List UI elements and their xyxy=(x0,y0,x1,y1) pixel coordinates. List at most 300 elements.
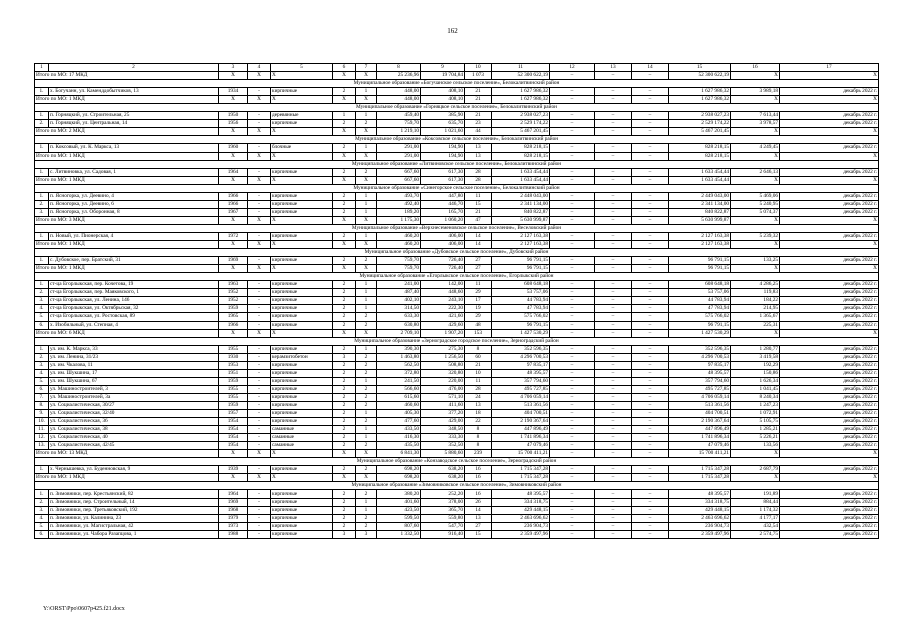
data-cell: 320,80 xyxy=(421,369,465,377)
data-cell: - xyxy=(248,522,271,530)
data-cell: 411,60 xyxy=(421,401,465,409)
data-cell: 492,40 xyxy=(377,200,421,208)
column-number-row xyxy=(35,64,879,72)
total-cell: – xyxy=(550,96,595,104)
data-cell: – xyxy=(550,442,595,450)
data-cell: 406,00 xyxy=(421,232,465,240)
data-cell: – xyxy=(550,490,595,498)
data-cell: 2 xyxy=(333,434,356,442)
housing-register-table xyxy=(34,63,879,539)
data-cell: – xyxy=(550,289,595,297)
total-cell: X xyxy=(219,216,248,224)
data-cell: декабрь 2022 г. xyxy=(780,410,879,418)
data-cell: 6. xyxy=(35,321,49,329)
data-cell: 2 xyxy=(356,385,377,393)
data-cell: 21 xyxy=(465,208,492,216)
data-cell: 2 xyxy=(333,385,356,393)
data-cell: – xyxy=(632,361,669,369)
data-cell: 1 285,21 xyxy=(731,426,780,434)
column-number-cell: 9 xyxy=(421,64,465,72)
table-row xyxy=(35,305,879,313)
data-cell: 446,70 xyxy=(421,200,465,208)
data-cell: - xyxy=(248,208,271,216)
data-cell: - xyxy=(248,434,271,442)
data-cell: декабрь 2022 г. xyxy=(780,144,879,152)
data-cell: 6. xyxy=(35,385,49,393)
data-cell: 2 529 174,22 xyxy=(669,120,731,128)
data-cell: – xyxy=(550,514,595,522)
data-cell: – xyxy=(550,313,595,321)
data-cell: кирпичные xyxy=(271,345,333,353)
data-cell: 513 361,56 xyxy=(492,401,550,409)
data-cell: 433,50 xyxy=(377,426,421,434)
total-cell: – xyxy=(632,72,669,80)
table-row xyxy=(35,426,879,434)
data-cell: кирпичные xyxy=(271,232,333,240)
data-cell: 5 074,37 xyxy=(731,208,780,216)
data-cell: 1. xyxy=(35,168,49,176)
data-cell: декабрь 2022 г. xyxy=(780,232,879,240)
data-cell: 14 xyxy=(465,232,492,240)
data-cell: 225,31 xyxy=(731,321,780,329)
total-cell: X xyxy=(271,216,333,224)
data-cell: – xyxy=(595,361,632,369)
data-cell: - xyxy=(248,514,271,522)
column-number-cell: 12 xyxy=(550,64,595,72)
total-cell: X xyxy=(780,450,879,458)
data-cell: 2 xyxy=(356,168,377,176)
column-number-cell: 11 xyxy=(492,64,550,72)
data-cell: – xyxy=(632,321,669,329)
address-cell: х. Чернышевка, ул. Буденновская, 9 xyxy=(49,466,219,474)
table-row xyxy=(35,144,879,152)
table-row xyxy=(35,257,879,265)
data-cell: – xyxy=(632,353,669,361)
total-cell: 1 175,30 xyxy=(377,216,421,224)
data-cell: 559,80 xyxy=(421,514,465,522)
data-cell: 1964 xyxy=(219,168,248,176)
data-cell: 4 296 700,53 xyxy=(492,353,550,361)
data-cell: 1966 xyxy=(219,200,248,208)
data-cell: 726,40 xyxy=(421,257,465,265)
total-cell: 1 715 347,28 xyxy=(492,474,550,482)
total-label: Итого по МО: 17 МКД xyxy=(35,72,219,80)
total-cell: X xyxy=(780,216,879,224)
data-cell: 1964 xyxy=(219,490,248,498)
data-cell: 6. xyxy=(35,530,49,538)
data-cell: 1 741 896,34 xyxy=(669,434,731,442)
total-cell: 19 704,84 xyxy=(421,72,465,80)
data-cell: саманные xyxy=(271,426,333,434)
total-cell: 828 218,15 xyxy=(492,152,550,160)
data-cell: 3. xyxy=(35,361,49,369)
data-cell: 1930 xyxy=(219,353,248,361)
address-cell: ул. Социалистическая, 32/40 xyxy=(49,410,219,418)
data-cell: 10 xyxy=(465,369,492,377)
total-cell: – xyxy=(595,96,632,104)
data-cell: 14 xyxy=(465,506,492,514)
address-cell: ст-ца Егорлыкская, ул. Ростовская, 89 xyxy=(49,313,219,321)
total-cell: X xyxy=(248,96,271,104)
data-cell: 2 xyxy=(333,361,356,369)
data-cell: 447 896,49 xyxy=(669,426,731,434)
data-cell: – xyxy=(632,297,669,305)
data-cell: декабрь 2022 г. xyxy=(780,514,879,522)
data-cell: кирпичные xyxy=(271,393,333,401)
data-cell: – xyxy=(595,168,632,176)
data-cell: 1 xyxy=(356,232,377,240)
data-cell: 1 627 986,32 xyxy=(492,88,550,96)
total-cell: 194,90 xyxy=(421,152,465,160)
data-cell: 2 190 367,64 xyxy=(669,418,731,426)
data-cell: 2 xyxy=(356,257,377,265)
municipality-header-row xyxy=(35,273,879,281)
total-cell: 828 218,15 xyxy=(669,152,731,160)
data-cell: 599,50 xyxy=(377,514,421,522)
data-cell: – xyxy=(632,393,669,401)
total-label: Итого по МО: 13 МКД xyxy=(35,450,219,458)
data-cell: 1 xyxy=(356,88,377,96)
data-cell: 630,80 xyxy=(377,321,421,329)
data-cell: 28 xyxy=(465,385,492,393)
data-cell: 476,00 xyxy=(421,385,465,393)
data-cell: декабрь 2022 г. xyxy=(780,297,879,305)
data-cell: 1 xyxy=(356,112,377,120)
data-cell: 2 938 027,23 xyxy=(492,112,550,120)
data-cell: 184,22 xyxy=(731,297,780,305)
table-row xyxy=(35,369,879,377)
data-cell: 236 904,73 xyxy=(492,522,550,530)
total-cell: X xyxy=(271,72,333,80)
total-cell: X xyxy=(333,241,356,249)
data-cell: 562,50 xyxy=(377,361,421,369)
data-cell: 759,70 xyxy=(377,120,421,128)
data-cell: – xyxy=(595,506,632,514)
data-cell: – xyxy=(632,289,669,297)
total-cell: X xyxy=(333,216,356,224)
total-cell: 25 236,96 xyxy=(377,72,421,80)
data-cell: – xyxy=(632,200,669,208)
total-cell: X xyxy=(356,241,377,249)
data-cell: 27 xyxy=(465,257,492,265)
data-cell: - xyxy=(248,321,271,329)
total-label: Итого по МО: 1 МКД xyxy=(35,96,219,104)
data-cell: 5 105,75 xyxy=(731,418,780,426)
column-number-cell: 5 xyxy=(271,64,333,72)
total-cell: X xyxy=(731,216,780,224)
data-cell: 2 xyxy=(356,418,377,426)
table-row xyxy=(35,514,879,522)
data-cell: кирпичные xyxy=(271,490,333,498)
table-row xyxy=(35,401,879,409)
data-cell: – xyxy=(550,353,595,361)
data-cell: 96 791,15 xyxy=(492,321,550,329)
data-cell: - xyxy=(248,377,271,385)
total-cell: – xyxy=(632,241,669,249)
total-cell: 667,60 xyxy=(377,176,421,184)
address-cell: ул. Социалистическая, 30/27 xyxy=(49,401,219,409)
total-cell: – xyxy=(550,474,595,482)
data-cell: 189,20 xyxy=(377,208,421,216)
total-cell: X xyxy=(780,474,879,482)
data-cell: 547,70 xyxy=(421,522,465,530)
data-cell: 390,30 xyxy=(377,345,421,353)
total-cell: X xyxy=(271,152,333,160)
data-cell: – xyxy=(550,498,595,506)
data-cell: – xyxy=(550,466,595,474)
data-cell: 1968 xyxy=(219,506,248,514)
total-cell: X xyxy=(248,474,271,482)
total-cell: X xyxy=(333,72,356,80)
data-cell: – xyxy=(595,120,632,128)
data-cell: – xyxy=(550,369,595,377)
data-cell: – xyxy=(595,345,632,353)
address-cell: п. Ясногорка, ул. Деевино, 6 xyxy=(49,200,219,208)
data-cell: саманные xyxy=(271,434,333,442)
total-cell: X xyxy=(780,329,879,337)
data-cell: 11 xyxy=(465,192,492,200)
data-cell: 1 xyxy=(356,289,377,297)
data-cell: 1 741 896,34 xyxy=(492,434,550,442)
data-cell: - xyxy=(248,418,271,426)
data-cell: – xyxy=(632,168,669,176)
data-cell: 380,20 xyxy=(377,490,421,498)
data-cell: – xyxy=(632,313,669,321)
data-cell: 365,70 xyxy=(421,506,465,514)
data-cell: – xyxy=(632,506,669,514)
total-cell: 2 127 163,38 xyxy=(492,241,550,249)
total-cell: 96 791,15 xyxy=(669,265,731,273)
total-cell: 408,10 xyxy=(421,96,465,104)
total-label: Итого по МО: 1 МКД xyxy=(35,176,219,184)
data-cell: 1952 xyxy=(219,289,248,297)
address-cell: ул. им. К. Маркса, 33 xyxy=(49,345,219,353)
data-cell: декабрь 2022 г. xyxy=(780,498,879,506)
data-cell: 7. xyxy=(35,393,49,401)
data-cell: 2 xyxy=(333,144,356,152)
data-cell: – xyxy=(632,345,669,353)
data-cell: 617,30 xyxy=(421,168,465,176)
data-cell: 5. xyxy=(35,313,49,321)
data-cell: 19 xyxy=(465,305,492,313)
total-label: Итого по МО: 3 МКД xyxy=(35,216,219,224)
data-cell: 1. xyxy=(35,112,49,120)
total-cell: – xyxy=(632,176,669,184)
municipality-total-row xyxy=(35,265,879,273)
data-cell: декабрь 2022 г. xyxy=(780,112,879,120)
data-cell: – xyxy=(595,401,632,409)
data-cell: 698,20 xyxy=(377,466,421,474)
data-cell: 1. xyxy=(35,466,49,474)
data-cell: - xyxy=(248,345,271,353)
data-cell: декабрь 2022 г. xyxy=(780,192,879,200)
total-cell: X xyxy=(333,152,356,160)
total-cell: 1 633 454,44 xyxy=(492,176,550,184)
data-cell: 241,50 xyxy=(377,377,421,385)
data-cell: 48 395,57 xyxy=(492,490,550,498)
data-cell: – xyxy=(550,120,595,128)
data-cell: - xyxy=(248,410,271,418)
data-cell: декабрь 2022 г. xyxy=(780,281,879,289)
data-cell: - xyxy=(248,361,271,369)
total-cell: X xyxy=(731,450,780,458)
data-cell: декабрь 2022 г. xyxy=(780,369,879,377)
data-cell: – xyxy=(550,345,595,353)
total-cell: X xyxy=(219,241,248,249)
total-cell: – xyxy=(595,128,632,136)
total-cell: X xyxy=(248,152,271,160)
data-cell: – xyxy=(595,200,632,208)
total-cell: 5 467 201,45 xyxy=(492,128,550,136)
data-cell: - xyxy=(248,498,271,506)
total-cell: X xyxy=(271,241,333,249)
data-cell: декабрь 2022 г. xyxy=(780,168,879,176)
total-cell: 5 630 999,87 xyxy=(669,216,731,224)
data-cell: – xyxy=(595,426,632,434)
data-cell: 236 904,73 xyxy=(669,522,731,530)
column-number-cell: 4 xyxy=(248,64,271,72)
data-cell: 1966 xyxy=(219,192,248,200)
total-cell: – xyxy=(550,152,595,160)
data-cell: 635,70 xyxy=(421,120,465,128)
data-cell: 2 xyxy=(333,257,356,265)
data-cell: 243,10 xyxy=(421,297,465,305)
data-cell: 1934 xyxy=(219,88,248,96)
data-cell: 2 127 163,38 xyxy=(669,232,731,240)
data-cell: 759,70 xyxy=(377,257,421,265)
data-cell: – xyxy=(595,522,632,530)
data-cell: 22 xyxy=(465,418,492,426)
data-cell: – xyxy=(632,466,669,474)
column-number-cell: 1 xyxy=(35,64,49,72)
total-cell: 1 060,20 xyxy=(421,216,465,224)
data-cell: – xyxy=(632,401,669,409)
municipality-total-row xyxy=(35,329,879,337)
data-cell: 5 239,32 xyxy=(731,232,780,240)
data-cell: - xyxy=(248,466,271,474)
total-cell: 1 427 530,29 xyxy=(492,329,550,337)
data-cell: 435,50 xyxy=(377,442,421,450)
total-cell: 5 467 201,45 xyxy=(669,128,731,136)
total-cell: X xyxy=(356,128,377,136)
address-cell: п. Ясногорка, ул. Деевино, 4 xyxy=(49,192,219,200)
data-cell: 2 463 696,62 xyxy=(669,514,731,522)
data-cell: 2 xyxy=(356,466,377,474)
data-cell: 1 633 454,44 xyxy=(669,168,731,176)
total-cell: X xyxy=(356,96,377,104)
data-cell: кирпичные xyxy=(271,321,333,329)
table-row xyxy=(35,345,879,353)
data-cell: – xyxy=(550,522,595,530)
data-cell: декабрь 2022 г. xyxy=(780,200,879,208)
column-number-cell: 16 xyxy=(731,64,780,72)
data-cell: 2. xyxy=(35,120,49,128)
address-cell: ул. Машиностроителей, 3 xyxy=(49,385,219,393)
data-cell: 2 xyxy=(333,410,356,418)
data-cell: 11. xyxy=(35,426,49,434)
total-cell: X xyxy=(219,176,248,184)
data-cell: 1 xyxy=(356,426,377,434)
data-cell: – xyxy=(550,257,595,265)
total-cell: 2 127 163,38 xyxy=(669,241,731,249)
address-cell: ул. Машиностроителей, 3а xyxy=(49,393,219,401)
data-cell: 11 xyxy=(465,377,492,385)
data-cell: 2. xyxy=(35,498,49,506)
data-cell: – xyxy=(595,498,632,506)
data-cell: – xyxy=(632,442,669,450)
municipality-total-row xyxy=(35,96,879,104)
data-cell: – xyxy=(550,530,595,538)
data-cell: 1. xyxy=(35,281,49,289)
data-cell: 53 757,06 xyxy=(492,289,550,297)
total-cell: X xyxy=(780,128,879,136)
total-cell: X xyxy=(333,96,356,104)
municipality-title: Муниципальное образование «Литвиновское сельское поселение», Белокалитвинский район xyxy=(35,160,879,168)
data-cell: – xyxy=(632,144,669,152)
total-cell: X xyxy=(731,152,780,160)
data-cell: 378,00 xyxy=(421,498,465,506)
data-cell: 1 280,77 xyxy=(731,345,780,353)
municipality-header-row xyxy=(35,160,879,168)
data-cell: 2 359 497,96 xyxy=(669,530,731,538)
data-cell: 334 318,75 xyxy=(492,498,550,506)
data-cell: - xyxy=(248,530,271,538)
data-cell: – xyxy=(595,289,632,297)
data-cell: 119,83 xyxy=(731,289,780,297)
total-cell: – xyxy=(632,152,669,160)
data-cell: – xyxy=(550,426,595,434)
data-cell: - xyxy=(248,257,271,265)
data-cell: 2 xyxy=(333,401,356,409)
total-cell: – xyxy=(632,474,669,482)
data-cell: декабрь 2022 г. xyxy=(780,530,879,538)
total-cell: 28 xyxy=(465,176,492,184)
data-cell: 495 727,85 xyxy=(669,385,731,393)
data-cell: 16 xyxy=(465,490,492,498)
data-cell: 4. xyxy=(35,514,49,522)
data-cell: – xyxy=(632,192,669,200)
data-cell: 241,00 xyxy=(377,281,421,289)
data-cell: – xyxy=(595,321,632,329)
data-cell: – xyxy=(550,200,595,208)
data-cell: 96 791,15 xyxy=(669,321,731,329)
total-cell: X xyxy=(219,474,248,482)
address-cell: х. Богучанн, ул. Каменддобытчиков, 13 xyxy=(49,88,219,96)
data-cell: 2 xyxy=(333,369,356,377)
total-cell: 52 300 622,19 xyxy=(492,72,550,80)
data-cell: - xyxy=(248,297,271,305)
data-cell: 1950 xyxy=(219,112,248,120)
total-cell: X xyxy=(780,176,879,184)
total-cell: 52 300 622,19 xyxy=(669,72,731,80)
data-cell: 8 xyxy=(465,442,492,450)
total-cell: 1 219,10 xyxy=(377,128,421,136)
data-cell: 1967 xyxy=(219,208,248,216)
total-cell: 15 700 411,21 xyxy=(492,450,550,458)
data-cell: 2 463 696,62 xyxy=(492,514,550,522)
data-cell: декабрь 2022 г. xyxy=(780,305,879,313)
data-cell: 23 xyxy=(465,120,492,128)
data-cell: 1 xyxy=(356,410,377,418)
data-cell: 1 xyxy=(356,345,377,353)
data-cell: блочные xyxy=(271,144,333,152)
address-cell: п. Зимовники, пер. Строительный, 14 xyxy=(49,498,219,506)
total-label: Итого по МО: 1 МКД xyxy=(35,241,219,249)
data-cell: кирпичные xyxy=(271,498,333,506)
total-cell: 291,00 xyxy=(377,152,421,160)
data-cell: 4. xyxy=(35,305,49,313)
table-row xyxy=(35,418,879,426)
